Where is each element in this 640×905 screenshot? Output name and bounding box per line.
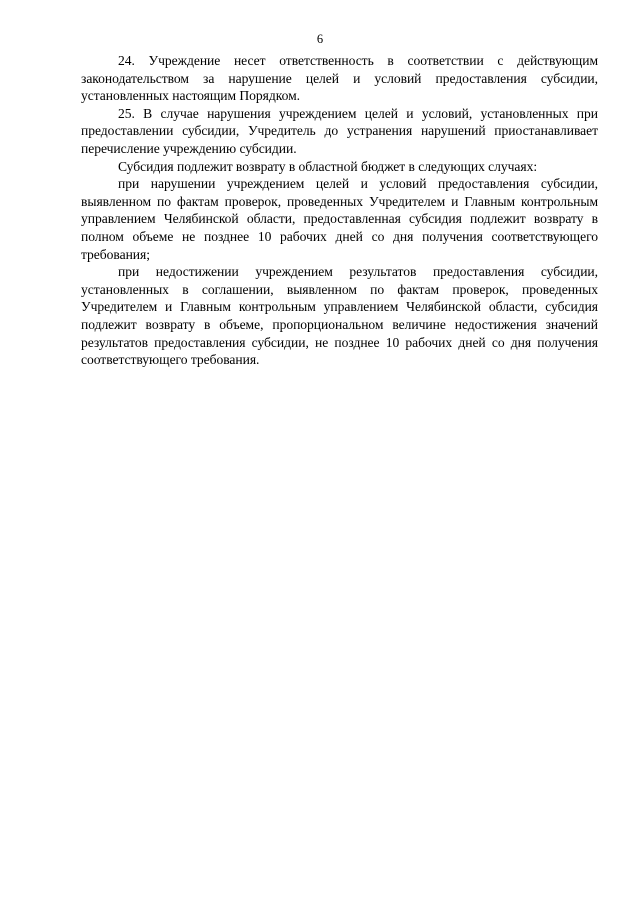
paragraph-25-violation: 25. В случае нарушения учреждением целей и условий, установленных при предоставлении субсидии, Учредитель до устранения нарушений приостанавливает перечисление учреждению субсидии. (81, 105, 598, 156)
page-number: 6 (316, 32, 324, 46)
paragraph-refund-case-results: при недостижении учреждением результатов предоставления субсидии, установленных в соглашении, выявленном по фактам проверок, проведенных Учредителем и Главным контрольным управлением Челябинской области, субсидия подлежит возврату в объеме, пропорциональном величине недостижения значений результатов предоставления субсидии, не позднее 10 рабочих дней со дня получения соответствующего требования. (81, 264, 598, 368)
paragraph-24-responsibility: 24. Учреждение несет ответственность в соответствии с действующим законодательством за нарушение целей и условий предоставления субсидии, установленных настоящим Порядком. (81, 53, 598, 104)
document-body (81, 52, 598, 369)
paragraph-refund-cases-intro: Субсидия подлежит возврату в областной бюджет в следующих случаях: (118, 158, 538, 174)
paragraph-refund-case-violation: при нарушении учреждением целей и условий предоставления субсидии, выявленном по фактам проверок, проведенных Учредителем и Главным контрольным управлением Челябинской области, предоставленная субсидия подлежит возврату в полном объеме не позднее 10 рабочих дней со дня получения соответствующего требования; (81, 176, 598, 262)
